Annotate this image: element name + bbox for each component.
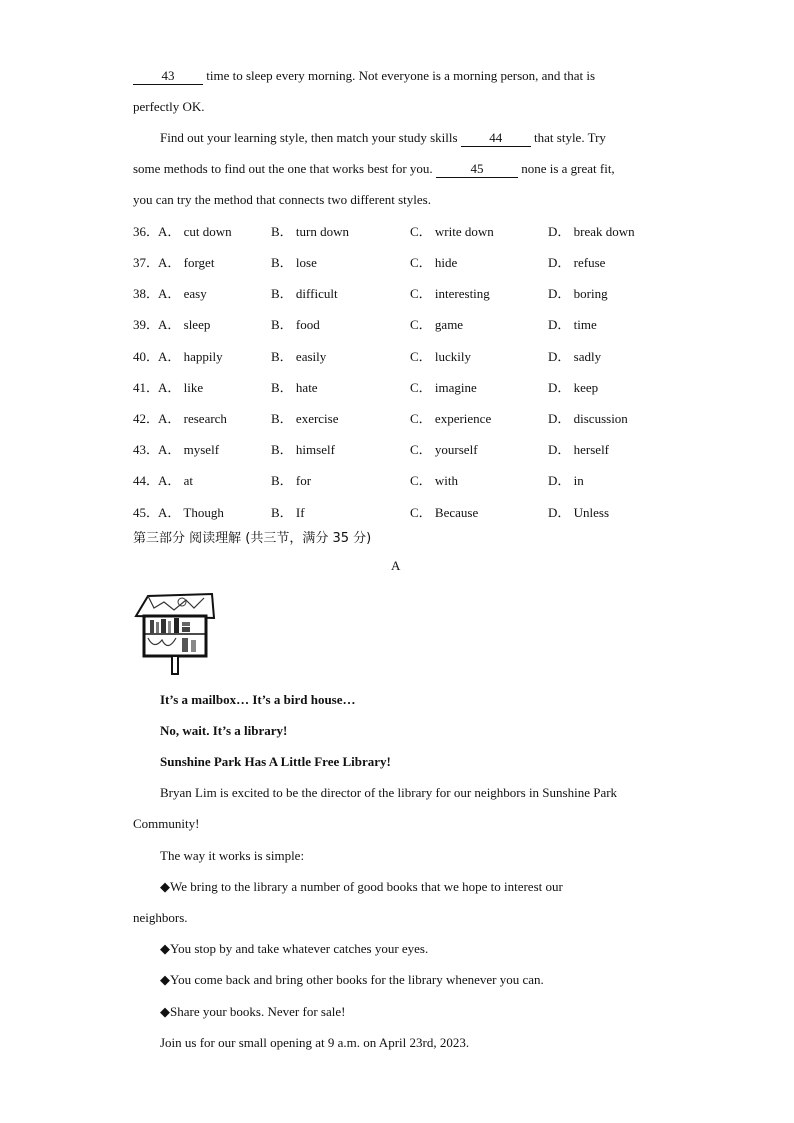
reading-heading-3: Sunshine Park Has A Little Free Library! (160, 754, 391, 769)
question-number: 39． (133, 317, 160, 332)
reading-paragraph: Join us for our small opening at 9 a.m. on April 23rd, 2023. (160, 1035, 470, 1050)
option-c: C． luckily (410, 349, 472, 364)
option-b: B． hate (271, 380, 318, 395)
option-d: D． time (548, 317, 597, 332)
option-b: B． for (271, 473, 312, 488)
question-number: 38． (133, 286, 160, 301)
option-c: C． interesting (410, 286, 490, 301)
option-row (133, 380, 693, 396)
option-row (133, 505, 693, 521)
option-a: A． forget (158, 255, 215, 270)
passage-line-4 (133, 161, 615, 178)
question-number: 40． (133, 349, 160, 364)
question-number: 45． (133, 505, 160, 520)
question-number: 42． (133, 411, 160, 426)
bullet-item: ◆You come back and bring other books for the library whenever you can. (160, 972, 544, 987)
option-d: D． discussion (548, 411, 628, 426)
option-c: C． with (410, 473, 459, 488)
option-d: D． in (548, 473, 584, 488)
passage-line-3 (160, 130, 606, 147)
bullet-item: ◆You stop by and take whatever catches your eyes. (160, 941, 429, 956)
passage-text: none is a great fit, (517, 161, 615, 176)
reading-paragraph: Bryan Lim is excited to be the director of the library for our neighbors in Sunshine Park (160, 785, 618, 800)
option-c: C． yourself (410, 442, 478, 457)
question-number: 36． (133, 224, 160, 239)
option-b: B． If (271, 505, 305, 520)
passage-text: Find out your learning style, then match your study skills (160, 130, 461, 145)
option-row (133, 255, 693, 271)
option-a: A． happily (158, 349, 223, 364)
passage-letter: A (391, 558, 401, 573)
option-b: B． turn down (271, 224, 350, 239)
option-a: A． cut down (158, 224, 232, 239)
option-c: C． hide (410, 255, 458, 270)
passage-line-5: you can try the method that connects two different styles. (133, 192, 431, 207)
question-number: 41． (133, 380, 160, 395)
option-b: B． himself (271, 442, 335, 457)
passage-line-1 (133, 68, 595, 85)
option-row (133, 411, 693, 427)
question-number: 43． (133, 442, 160, 457)
bullet-item: neighbors. (133, 910, 188, 925)
option-row (133, 317, 693, 333)
option-c: C． experience (410, 411, 492, 426)
option-row (133, 286, 693, 302)
option-d: D． break down (548, 224, 635, 239)
option-d: D． Unless (548, 505, 610, 520)
passage-text: time to sleep every morning. Not everyone is a morning person, and that is (203, 68, 596, 83)
option-b: B． exercise (271, 411, 339, 426)
option-b: B． food (271, 317, 320, 332)
question-number: 37． (133, 255, 160, 270)
option-c: C． Because (410, 505, 479, 520)
option-d: D． keep (548, 380, 599, 395)
option-a: A． at (158, 473, 194, 488)
option-d: D． sadly (548, 349, 602, 364)
reading-paragraph: Community! (133, 816, 200, 831)
reading-heading-2: No, wait. It’s a library! (160, 723, 288, 738)
question-number: 44． (133, 473, 160, 488)
option-b: B． lose (271, 255, 317, 270)
option-c: C． imagine (410, 380, 477, 395)
bullet-item: ◆Share your books. Never for sale! (160, 1004, 346, 1019)
blank-44: 44 (461, 130, 531, 147)
option-c: C． write down (410, 224, 494, 239)
option-a: A． sleep (158, 317, 211, 332)
passage-line-2: perfectly OK. (133, 99, 205, 114)
section-title: 第三部分 阅读理解 (共三节，满分 35 分) (133, 531, 372, 546)
reading-heading-1: It’s a mailbox… It’s a bird house… (160, 692, 356, 707)
reading-paragraph: The way it works is simple: (160, 848, 305, 863)
library-house-illustration (134, 588, 216, 676)
option-a: A． myself (158, 442, 220, 457)
option-b: B． easily (271, 349, 327, 364)
option-d: D． refuse (548, 255, 606, 270)
option-d: D． boring (548, 286, 608, 301)
option-a: A． Though (158, 505, 224, 520)
option-a: A． like (158, 380, 204, 395)
passage-text: that style. Try (530, 130, 606, 145)
option-a: A． research (158, 411, 227, 426)
blank-45: 45 (436, 161, 518, 178)
option-row (133, 224, 693, 240)
option-b: B． difficult (271, 286, 338, 301)
bullet-item: ◆We bring to the library a number of good books that we hope to interest our (160, 879, 563, 894)
option-d: D． herself (548, 442, 610, 457)
option-row (133, 442, 693, 458)
option-c: C． game (410, 317, 464, 332)
passage-text: some methods to find out the one that works best for you. (133, 161, 436, 176)
blank-43: 43 (133, 68, 203, 85)
option-row (133, 349, 693, 365)
option-a: A． easy (158, 286, 207, 301)
option-row (133, 473, 693, 489)
